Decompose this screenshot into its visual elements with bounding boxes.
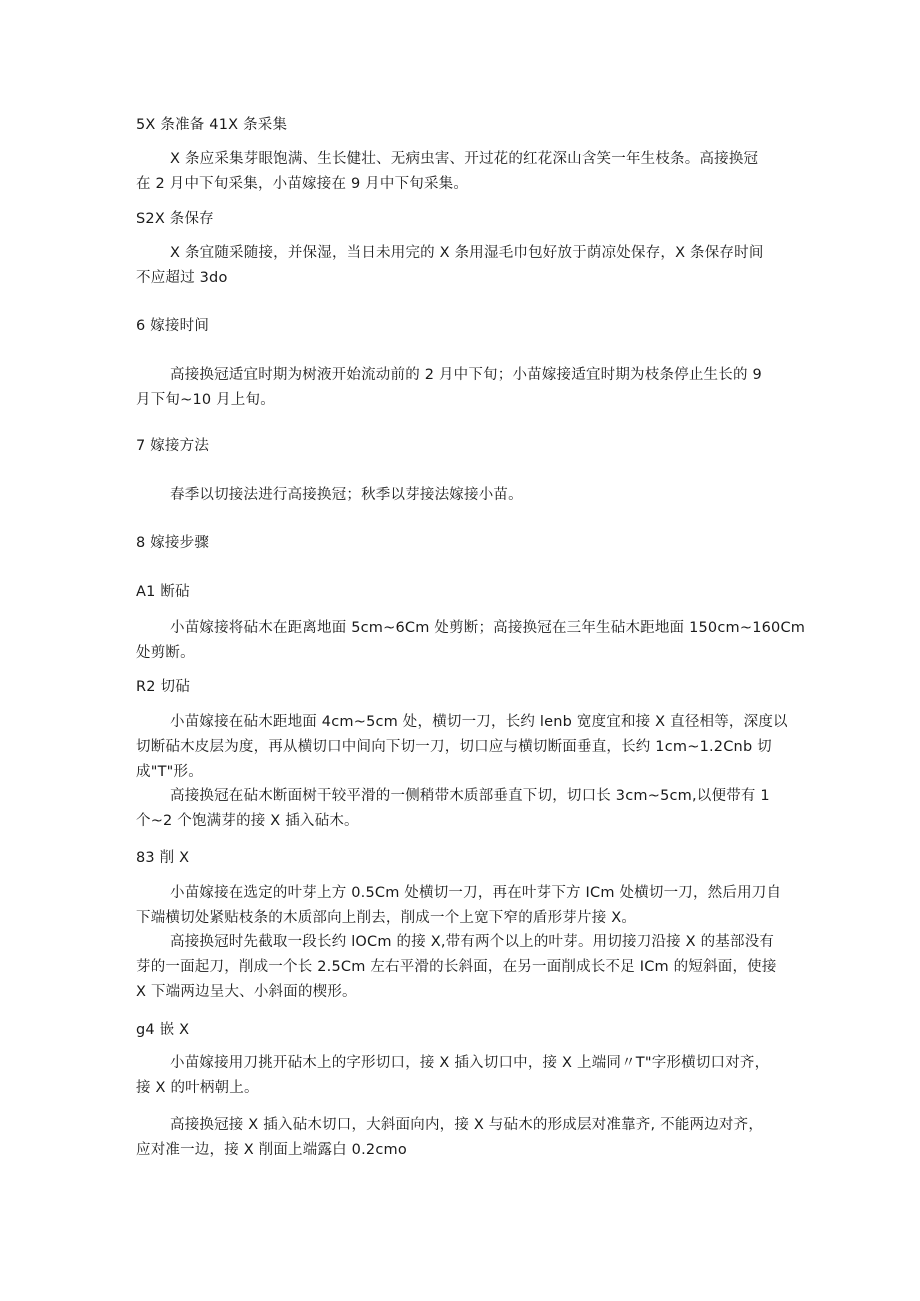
section-heading-grafting-steps: 8 嫁接步骤 (136, 535, 210, 551)
paragraph-line: 高接换冠在砧木断面树干较平滑的一侧稍带木质部垂直下切，切口长 3cm~5cm,以便带有 1 (170, 788, 770, 804)
paragraph-line: 高接换冠适宜时期为树液开始流动前的 2 月中下旬；小苗嫁接适宜时期为枝条停止生长的 9 (170, 367, 762, 383)
subsection-heading-insert-scion: g4 嵌 X (136, 1022, 190, 1038)
paragraph-line: 高接换冠接 X 插入砧木切口，大斜面向内，接 X 与砧木的形成层对准靠齐, 不能两边对齐， (170, 1117, 764, 1133)
section-heading-grafting-time: 6 嫁接时间 (136, 318, 210, 334)
section-heading-grafting-method: 7 嫁接方法 (136, 438, 210, 454)
paragraph-line: 接 X 的叶柄朝上。 (136, 1080, 259, 1096)
paragraph-line: 应对准一边，接 X 削面上端露白 0.2cmo (136, 1142, 407, 1158)
paragraph-line: 在 2 月中下旬采集，小苗嫁接在 9 月中下旬采集。 (136, 176, 469, 192)
subsection-heading-slit-rootstock: R2 切砧 (136, 679, 190, 695)
paragraph-line: 不应超过 3do (136, 270, 228, 286)
paragraph-line: 小苗嫁接在选定的叶芽上方 0.5Cm 处横切一刀，再在叶芽下方 ICm 处横切一刀，然后用刀自 (170, 885, 782, 901)
section-heading-scion-storage: S2X 条保存 (136, 211, 214, 227)
paragraph-line: X 条宜随采随接，并保湿，当日未用完的 X 条用湿毛巾包好放于荫凉处保存，X 条保存时间 (170, 245, 764, 261)
paragraph-line: 芽的一面起刀，削成一个长 2.5Cm 左右平滑的长斜面，在另一面削成长不足 ICm 的短斜面，使接 (136, 959, 777, 975)
paragraph-line: 下端横切处紧贴枝条的木质部向上削去，削成一个上宽下窄的盾形芽片接 X。 (136, 910, 637, 926)
paragraph-line: 小苗嫁接在砧木距地面 4cm~5cm 处，横切一刀，长约 lenb 宽度宜和接 X 直径相等，深度以 (170, 714, 788, 730)
subsection-heading-cut-scion: 83 削 X (136, 850, 190, 866)
paragraph-line: X 条应采集芽眼饱满、生长健壮、无病虫害、开过花的红花深山含笑一年生枝条。高接换冠 (170, 151, 759, 167)
paragraph-line: 处剪断。 (136, 645, 195, 661)
paragraph-line: 春季以切接法进行高接换冠；秋季以芽接法嫁接小苗。 (170, 487, 523, 503)
paragraph-line: 高接换冠时先截取一段长约 lOCm 的接 X,带有两个以上的叶芽。用切接刀沿接 X 的基部没有 (170, 934, 775, 950)
paragraph-line: 月下旬~10 月上旬。 (136, 392, 275, 408)
paragraph-line: X 下端两边呈大、小斜面的楔形。 (136, 984, 357, 1000)
paragraph-line: 小苗嫁接用刀挑开砧木上的字形切口，接 X 插入切口中，接 X 上端同〃T"字形横切口对齐， (170, 1055, 770, 1071)
paragraph-line: 成"T"形。 (136, 764, 203, 780)
paragraph-line: 切断砧木皮层为度，再从横切口中间向下切一刀，切口应与横切断面垂直，长约 1cm~1.2Cnb 切 (136, 739, 772, 755)
paragraph-line: 个~2 个饱满芽的接 X 插入砧木。 (136, 813, 359, 829)
section-heading-scion-prep: 5X 条准备 41X 条采集 (136, 117, 288, 133)
subsection-heading-cut-rootstock: A1 断砧 (136, 584, 190, 600)
paragraph-line: 小苗嫁接将砧木在距离地面 5cm~6Cm 处剪断；高接换冠在三年生砧木距地面 150cm~160Cm (170, 620, 806, 636)
